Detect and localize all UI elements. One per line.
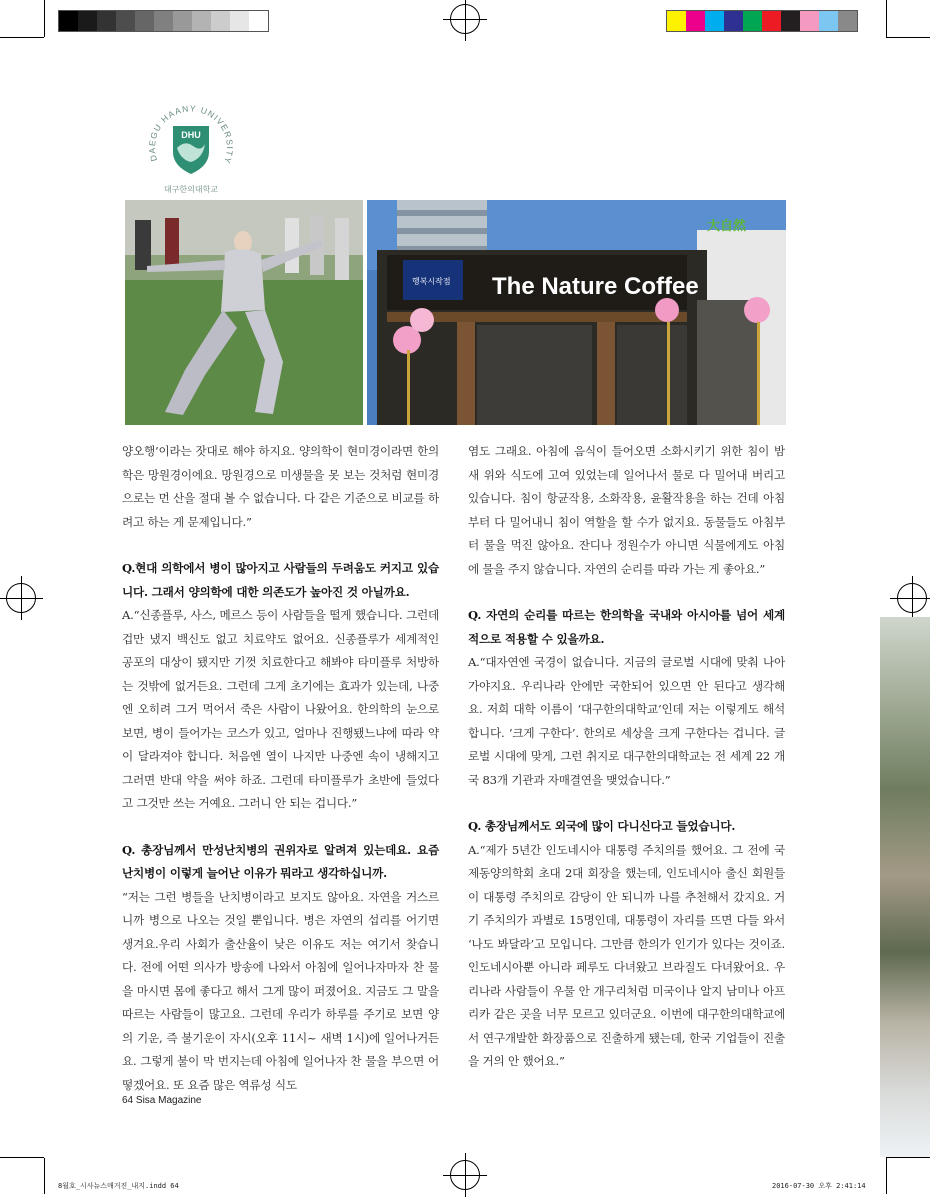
gray-swatch	[249, 11, 268, 31]
interview-answer: A.“신종플루, 사스, 메르스 등이 사람들을 떨게 했습니다. 그런데 겁만 냈지 백신도 없고 치료약도 없어요. 신종플루가 세계적인 공포의 대상이 됐지만 기껏 치료한다고 해봐야 타미플루 처방하는 것밖에 없거든요. 그런데 그게 초기에는 효과가 있는데, 나중엔 오히려 그거 먹어서 죽은 사람이 나왔어요. 한의학의 눈으로 보면, 병이 들어가는 코스가 있고, 얼마나 진행됐느냐에 따라 약이 달라져야 합니다. 처음엔 열이 나지만 나중엔 속이 냉해지고 그러면 반대 약을 써야 하죠. 그런데 타미플루가 초반에 들었다고 그것만 쓰는 거예요. 그러니 안 되는 겁니다.”	[122, 608, 439, 810]
grayscale-bar	[58, 10, 269, 32]
gray-swatch	[230, 11, 249, 31]
color-swatch	[686, 11, 705, 31]
logo-ring-text: DAEGU HAANY UNIVERSITY	[146, 103, 236, 166]
gray-swatch	[59, 11, 78, 31]
color-swatch	[819, 11, 838, 31]
interview-question: Q.현대 의학에서 병이 많아지고 사람들의 두려움도 커지고 있습니다. 그래서 양의학에 대한 의존도가 높아진 것 아닐까요.	[122, 561, 439, 599]
interview-question: Q. 자연의 순리를 따르는 한의학을 국내와 아시아를 넘어 세계적으로 적용할 수 있을까요.	[468, 608, 785, 646]
interview-answer: A.“대자연엔 국경이 없습니다. 지금의 글로벌 시대에 맞춰 나아가야지요. 우리나라 안에만 국한되어 있으면 안 된다고 생각해요. 저희 대학 이름이 ‘대구한의대학교’인데 저는 이렇게도 해석합니다. ‘크게 구한다’. 한의로 세상을 크게 구한다는 겁니다. 글로벌 시대에 맞게, 그런 취지로 대구한의대학교는 전 세계 22 개국 83개 기관과 자매결연을 맺었습니다.”	[468, 655, 785, 787]
slug-timestamp: 2016-07-30 오후 2:41:14	[772, 1182, 866, 1190]
cafe-tag: 大自然	[707, 219, 747, 234]
right-column	[468, 440, 785, 1074]
slug-file-name: 8월호_시사뉴스매거진_내지.indd 64	[58, 1182, 179, 1190]
color-swatch	[667, 11, 686, 31]
logo-korean-text: 대구한의대학교	[163, 185, 219, 194]
interview-answer: A.“제가 5년간 인도네시아 대통령 주치의를 했어요. 그 전에 국제동양의학회 초대 2대 회장을 했는데, 인도네시아 출신 회원들이 대통령 주치의로 감당이 안 되니까 나를 추천해서 갔지요. 거기 주치의가 과별로 15명인데, 대통령이 자리를 뜨면 다들 와서 ‘나도 봐달라’고 모입니다. 그만큼 한의가 인기가 있다는 것이죠. 인도네시아뿐 아니라 페루도 다녀왔고 브라질도 다녀왔어요. 우리나라 사람들이 우물 안 개구리처럼 미국이나 알지 남미나 아프리카 같은 곳을 너무 모르고 있더군요. 이번에 대구한의대학교에서 연구개발한 화장품으로 진출하게 됐는데, 한국 기업들이 진출을 거의 안 했어요.”	[468, 842, 785, 1068]
paragraph-gap	[468, 792, 785, 815]
gray-swatch	[211, 11, 230, 31]
gray-swatch	[135, 11, 154, 31]
cafe-store-sign: 행복시작점	[412, 277, 451, 286]
interview-answer: “저는 그런 병들을 난치병이라고 보지도 않아요. 자연을 거스르니까 병으로 나오는 것일 뿐입니다. 병은 자연의 섭리를 어기면 생겨요.우리 사회가 출산율이 낮은 이유도 저는 여기서 찾습니다. 전에 어떤 의사가 방송에 나와서 아침에 일어나자마자 찬 물을 마시면 몸에 좋다고 해서 그게 많이 퍼졌어요. 지금도 그 말을 따르는 사람들이 많고요. 그런데 우리가 하루를 주기로 보면 양의 기운, 즉 불기운이 자시(오후 11시~ 새벽 1시)에 일어나거든요. 그렇게 불이 막 번지는데 아침에 일어나자 찬 물을 부으면 어떻겠어요. 또 요즘 많은 역류성 식도	[122, 889, 439, 1092]
gray-swatch	[154, 11, 173, 31]
gray-swatch	[173, 11, 192, 31]
interview-question: Q. 총장님께서 만성난치병의 권위자로 알려져 있는데요. 요즘 난치병이 이렇게 늘어난 이유가 뭐라고 생각하십니까.	[122, 842, 439, 880]
cafe-sign: The Nature Coffee	[492, 273, 699, 300]
tai-chi-photo	[125, 200, 363, 425]
paragraph-gap	[122, 534, 439, 557]
left-column	[122, 440, 439, 1097]
registration-mark-top	[450, 4, 480, 34]
interview-answer: 양오행’이라는 잣대로 해야 하지요. 양의학이 현미경이라면 한의학은 망원경이에요. 망원경으로 미생물을 못 보는 것처럼 현미경으로는 먼 산을 절대 볼 수 없습니다. 다 같은 기준으로 비교를 하려고 하는 게 문제입니다.”	[122, 444, 439, 529]
page-folio: 64 Sisa Magazine	[122, 1095, 202, 1106]
gray-swatch	[192, 11, 211, 31]
registration-mark-left	[6, 583, 36, 613]
registration-mark-bottom	[450, 1160, 480, 1190]
registration-mark-right	[897, 583, 927, 613]
color-swatch	[781, 11, 800, 31]
gray-swatch	[78, 11, 97, 31]
color-swatch	[705, 11, 724, 31]
color-swatch	[762, 11, 781, 31]
next-page-photo-edge	[880, 617, 930, 1157]
color-swatch	[743, 11, 762, 31]
gray-swatch	[116, 11, 135, 31]
gray-swatch	[97, 11, 116, 31]
paragraph-gap	[122, 816, 439, 839]
university-logo	[143, 100, 239, 196]
interview-question: Q. 총장님께서도 외국에 많이 다니신다고 들었습니다.	[468, 819, 736, 833]
interview-answer: 염도 그래요. 아침에 음식이 들어오면 소화시키기 위한 침이 밤새 위와 식도에 고여 있었는데 일어나서 물로 다 밀어내 버리고 있습니다. 침이 항균작용, 소화작용, 윤활작용을 하는 건데 아침부터 다 밀어내니 침이 역할을 할 수가 없지요. 동물들도 아침부터 물을 먹진 않아요. 잔디나 정원수가 아니면 식물에게도 아침에 물을 주지 않습니다. 자연의 순리를 따라 가는 게 좋아요.”	[468, 444, 785, 576]
color-swatch	[838, 11, 857, 31]
cafe-storefront-photo	[367, 200, 786, 425]
logo-badge: DHU	[181, 130, 201, 140]
color-bar	[666, 10, 858, 32]
paragraph-gap	[468, 581, 785, 604]
color-swatch	[800, 11, 819, 31]
color-swatch	[724, 11, 743, 31]
